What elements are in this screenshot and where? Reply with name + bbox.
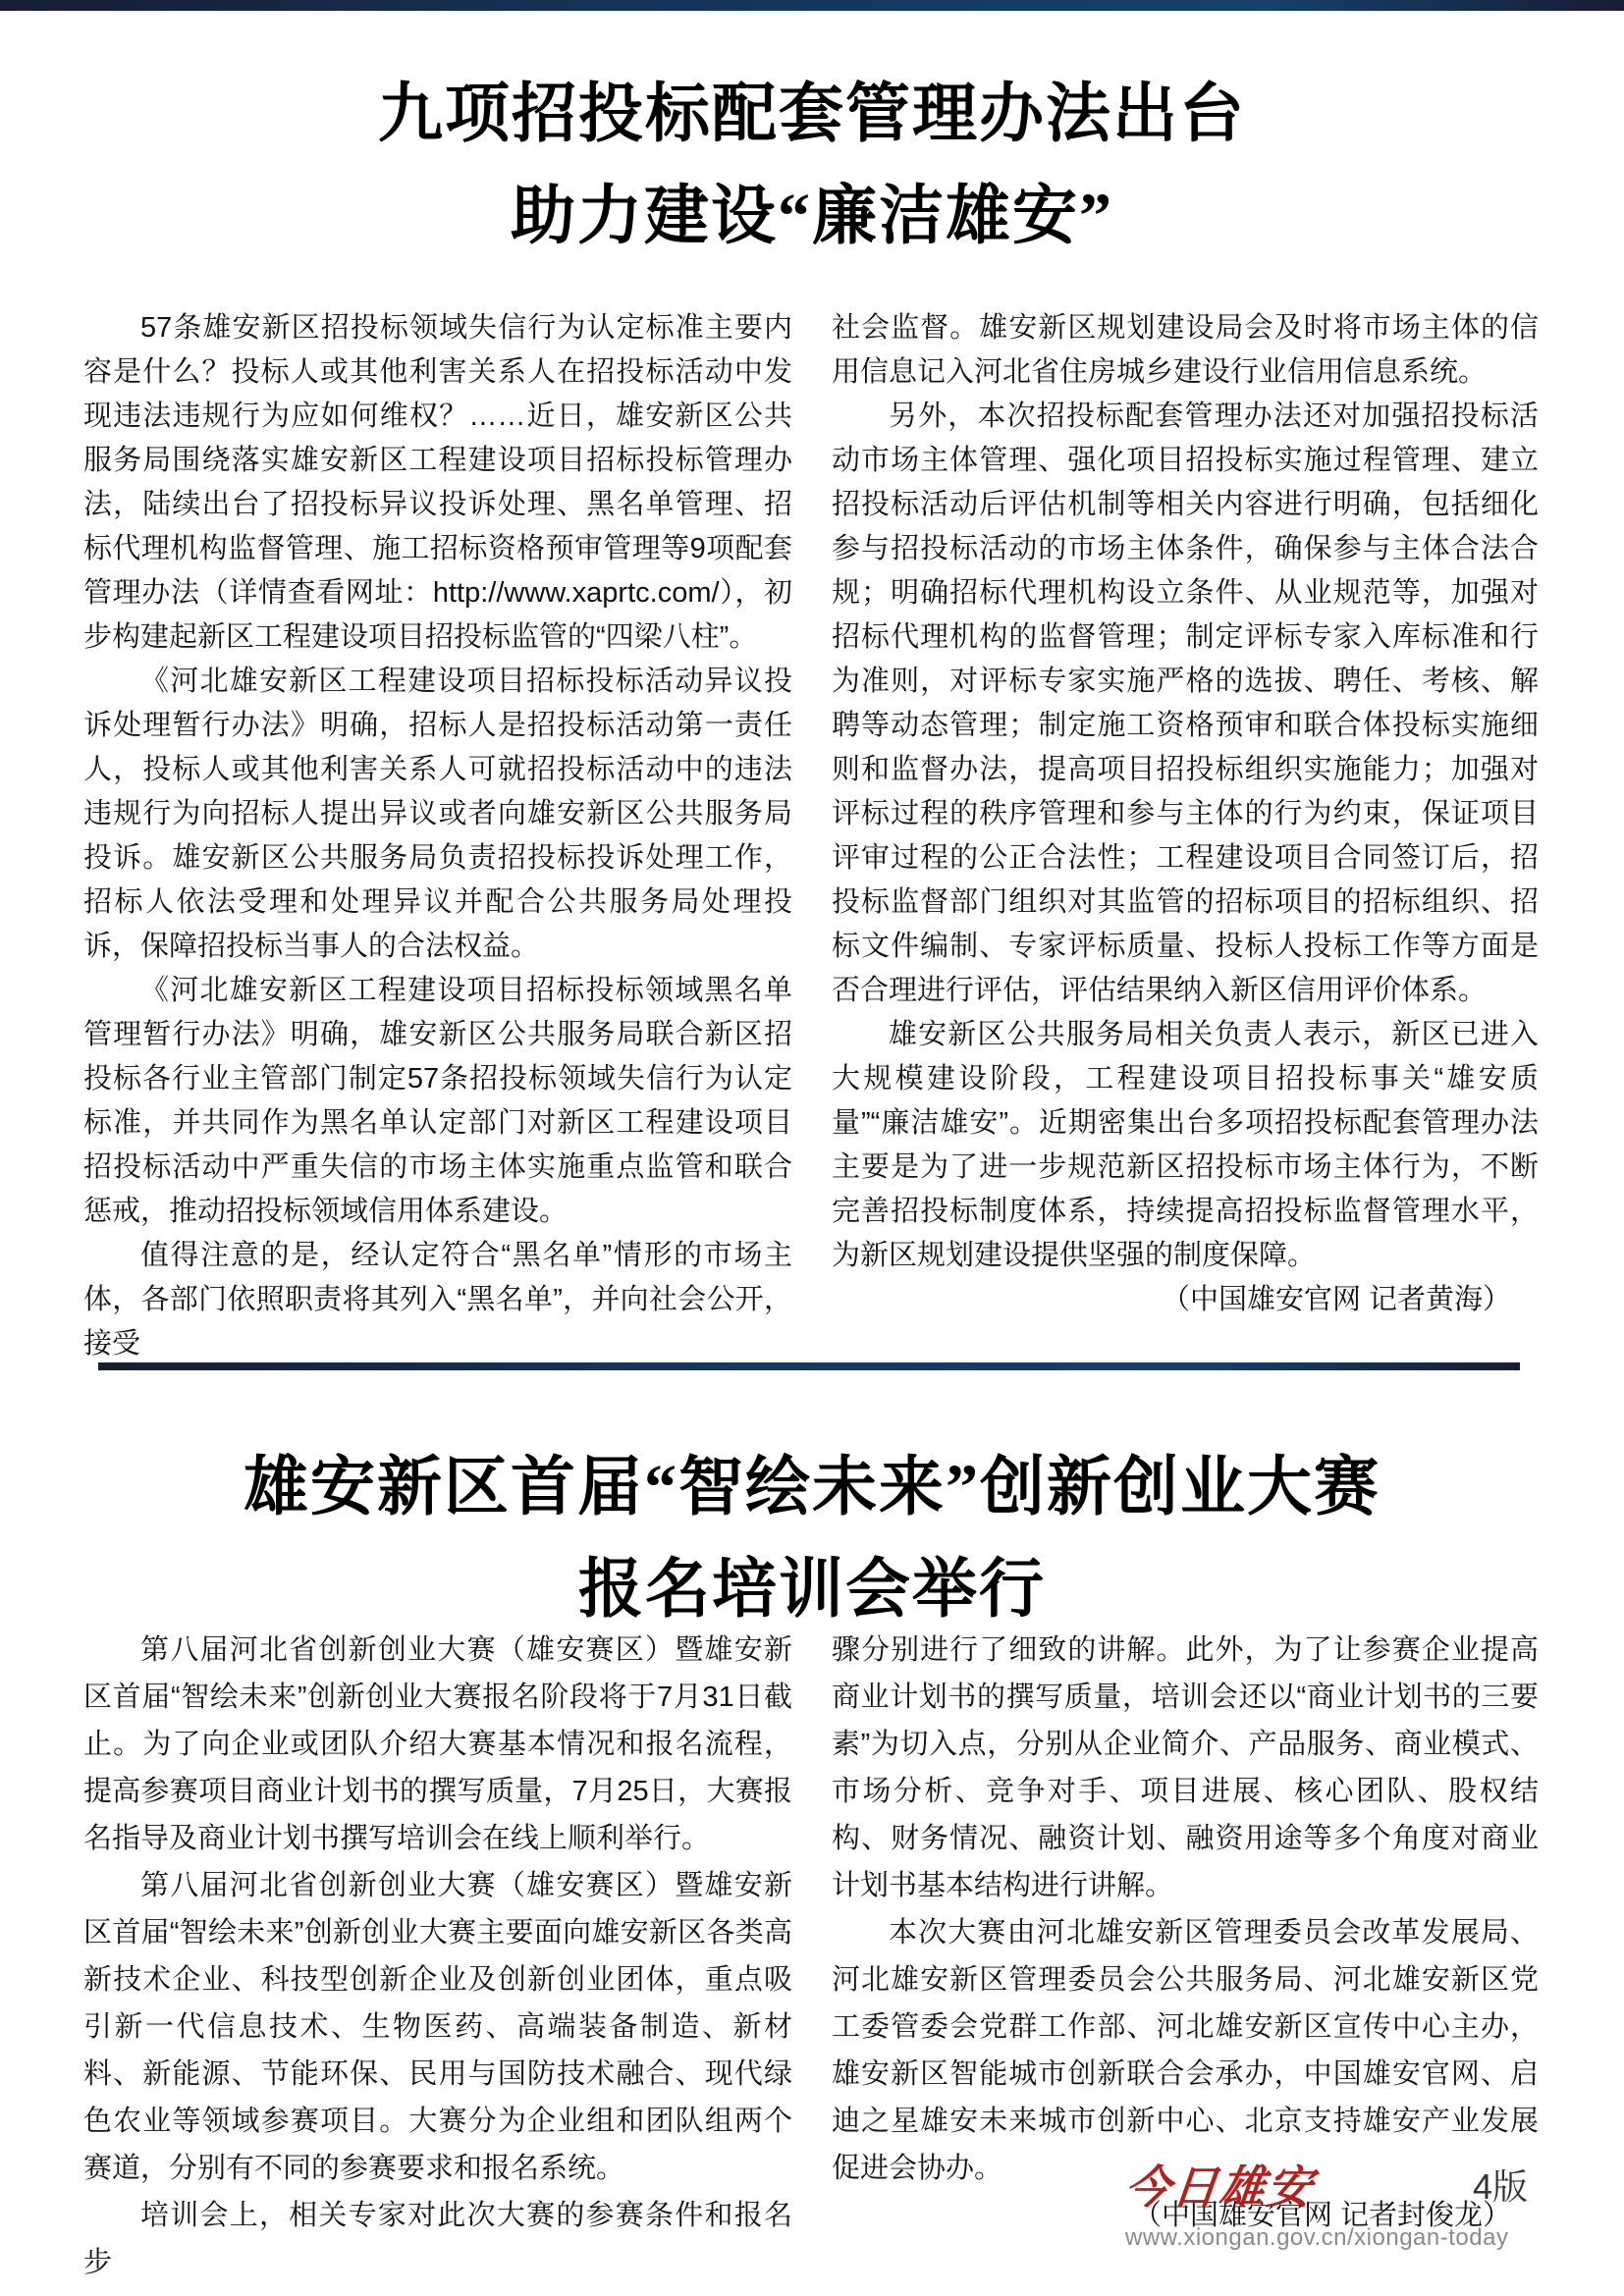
article1-title-line1: 九项招投标配套管理办法出台 bbox=[378, 79, 1246, 151]
footer-row bbox=[1122, 2160, 1528, 2216]
article1-left-paragraphs bbox=[83, 306, 792, 1366]
section-divider bbox=[98, 1362, 1520, 1370]
site-url: www.xiongan.gov.cn/xiongan-today bbox=[1125, 2224, 1509, 2251]
article1-right-column bbox=[832, 306, 1539, 1322]
article2-byline: （中国雄安官网 记者封俊龙） bbox=[1132, 2200, 1511, 2231]
body-paragraph: 雄安新区公共服务局相关负责人表示，新区已进入大规模建设阶段，工程建设项目招投标事关“雄安质量”“廉洁雄安”。近期密集出台多项招投标配套管理办法主要是为了进一步规范新区招投标市场主体行为，不断完善招投标制度体系，持续提高招投标监督管理水平，为新区规划建设提供坚强的制度保障。 bbox=[832, 1019, 1539, 1271]
body-paragraph: 值得注意的是，经认定符合“黑名单”情形的市场主体，各部门依照职责将其列入“黑名单”，并向社会公开，接受 bbox=[83, 1240, 792, 1360]
page-number: 4版 bbox=[1472, 2166, 1528, 2207]
today-xiongan-logo: 今日雄安 bbox=[1122, 2163, 1317, 2213]
body-paragraph: 57条雄安新区招投标领域失信行为认定标准主要内容是什么？投标人或其他利害关系人在招投标活动中发现违法违规行为应如何维权？……近日，雄安新区公共服务局围绕落实雄安新区工程建设项目招标投标管理办法，陆续出台了招投标异议投诉处理、黑名单管理、招标代理机构监督管理、施工招标资格预审管理等9项配套管理办法（详情查看网址：http://www.xaprtc.com/），初步构建起新区工程建设项目招投标监管的“四梁八柱”。 bbox=[83, 312, 792, 653]
article2-title bbox=[0, 1437, 1624, 1641]
body-paragraph: 社会监督。雄安新区规划建设局会及时将市场主体的信用信息记入河北省住房城乡建设行业信用信息系统。 bbox=[832, 312, 1539, 388]
article2-right-column bbox=[832, 1627, 1539, 2239]
body-paragraph: 《河北雄安新区工程建设项目招标投标领域黑名单管理暂行办法》明确，雄安新区公共服务局联合新区招投标各行业主管部门制定57条招投标领域失信行为认定标准，并共同作为黑名单认定部门对新区工程建设项目招投标活动中严重失信的市场主体实施重点监管和联合惩戒，推动招投标领域信用体系建设。 bbox=[83, 975, 792, 1227]
body-paragraph: 骤分别进行了细致的讲解。此外，为了让参赛企业提高商业计划书的撰写质量，培训会还以“商业计划书的三要素”为切入点，分别从企业简介、产品服务、商业模式、市场分析、竞争对手、项目进展、核心团队、股权结构、财务情况、融资计划、融资用途等多个角度对商业计划书基本结构进行讲解。 bbox=[832, 1634, 1539, 1901]
article1-title bbox=[0, 64, 1624, 268]
article1-byline: （中国雄安官网 记者黄海） bbox=[1161, 1284, 1511, 1315]
body-paragraph: 《河北雄安新区工程建设项目招标投标活动异议投诉处理暂行办法》明确，招标人是招投标活动第一责任人，投标人或其他利害关系人可就招投标活动中的违法违规行为向招标人提出异议或者向雄安新区公共服务局投诉。雄安新区公共服务局负责招投标投诉处理工作，招标人依法受理和处理异议并配合公共服务局处理投诉，保障招投标当事人的合法权益。 bbox=[83, 666, 792, 962]
body-paragraph: 第八届河北省创新创业大赛（雄安赛区）暨雄安新区首届“智绘未来”创新创业大赛报名阶段将于7月31日截止。为了向企业或团队介绍大赛基本情况和报名流程，提高参赛项目商业计划书的撰写质量，7月25日，大赛报名指导及商业计划书撰写培训会在线上顺利举行。 bbox=[83, 1634, 792, 1854]
article2-right-paragraphs bbox=[832, 1627, 1539, 2192]
body-paragraph: 本次大赛由河北雄安新区管理委员会改革发展局、河北雄安新区管理委员会公共服务局、河北雄安新区党工委管委会党群工作部、河北雄安新区宣传中心主办，雄安新区智能城市创新联合会承办，中国雄安官网、启迪之星雄安未来城市创新中心、北京支持雄安产业发展促进会协办。 bbox=[832, 1917, 1539, 2184]
article1-left-column bbox=[83, 306, 792, 1366]
top-bar bbox=[0, 0, 1624, 11]
article2-title-line2: 报名培训会举行 bbox=[578, 1554, 1046, 1627]
article1-right-paragraphs bbox=[832, 306, 1539, 1278]
body-paragraph: 另外，本次招投标配套管理办法还对加强招投标活动市场主体管理、强化项目招投标实施过程管理、建立招投标活动后评估机制等相关内容进行明确，包括细化参与招投标活动的市场主体条件，确保参与主体合法合规；明确招标代理机构设立条件、从业规范等，加强对招标代理机构的监督管理；制定评标专家入库标准和行为准则，对评标专家实施严格的选拔、聘任、考核、解聘等动态管理；制定施工资格预审和联合体投标实施细则和监督办法，提高项目招投标组织实施能力；加强对评标过程的秩序管理和参与主体的行为约束，保证项目评审过程的公正合法性；工程建设项目合同签订后，招投标监督部门组织对其监管的招标项目的招标组织、招标文件编制、专家评标质量、投标人投标工作等方面是否合理进行评估，评估结果纳入新区信用评价体系。 bbox=[832, 400, 1539, 1006]
body-paragraph: 第八届河北省创新创业大赛（雄安赛区）暨雄安新区首届“智绘未来”创新创业大赛主要面向雄安新区各类高新技术企业、科技型创新企业及创新创业团体，重点吸引新一代信息技术、生物医药、高端装备制造、新材料、新能源、节能环保、民用与国防技术融合、现代绿色农业等领域参赛项目。大赛分为企业组和团队组两个赛道，分别有不同的参赛要求和报名系统。 bbox=[83, 1870, 792, 2184]
article2-left-paragraphs bbox=[83, 1627, 792, 2286]
article2-title-line1: 雄安新区首届“智绘未来”创新创业大赛 bbox=[244, 1452, 1380, 1524]
body-paragraph: 培训会上，相关专家对此次大赛的参赛条件和报名步 bbox=[83, 2200, 792, 2278]
page-footer bbox=[1122, 2160, 1528, 2252]
article1-title-line2: 助力建设“廉洁雄安” bbox=[511, 181, 1113, 253]
article2-left-column bbox=[83, 1627, 792, 2286]
